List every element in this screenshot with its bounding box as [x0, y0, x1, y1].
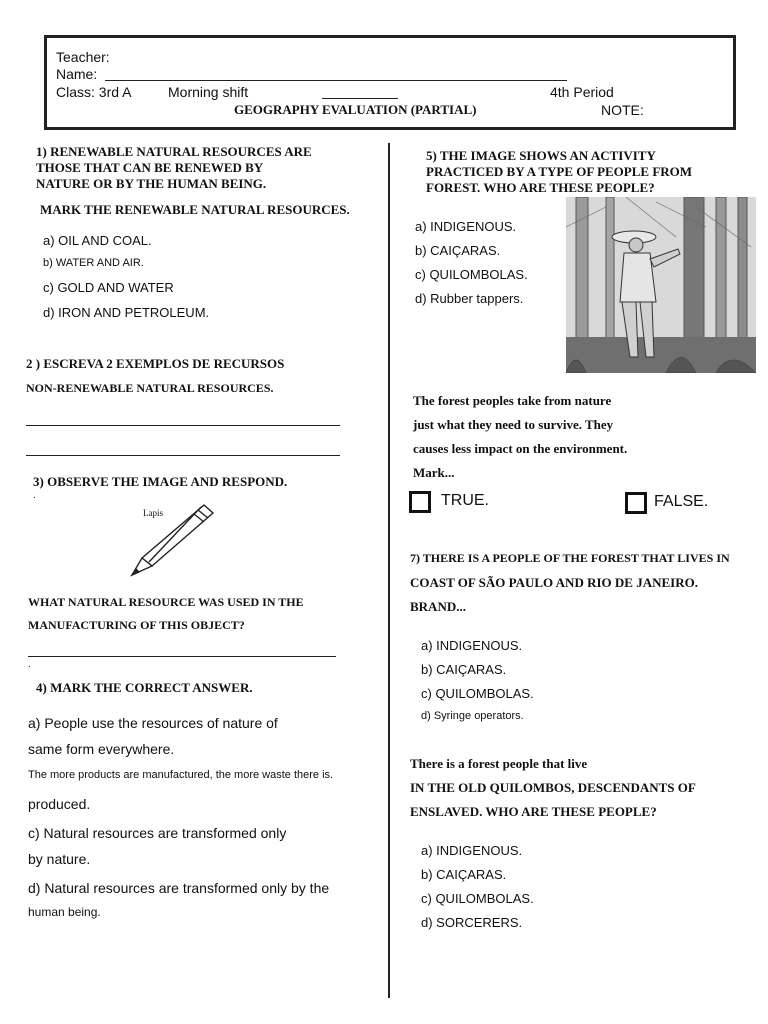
q5-option-a[interactable]: a) INDIGENOUS. — [415, 219, 517, 234]
q6-text-line4: Mark... — [413, 465, 455, 480]
shift-label: Morning shift — [168, 84, 249, 100]
teacher-label: Teacher: — [56, 49, 110, 65]
q3-dot: . — [33, 490, 36, 501]
q2-text-line1: 2 ) ESCREVA 2 EXEMPLOS DE RECURSOS — [26, 356, 285, 371]
q8-text-line1: There is a forest people that live — [410, 756, 588, 771]
false-checkbox[interactable] — [625, 492, 647, 514]
q1-option-d[interactable]: d) IRON AND PETROLEUM. — [43, 305, 210, 320]
q3-question-line1: WHAT NATURAL RESOURCE WAS USED IN THE — [28, 595, 304, 609]
q2-answer-line-1[interactable] — [26, 425, 340, 426]
q6-text-line3: causes less impact on the environment. — [413, 441, 628, 456]
q2-text-line2: NON-RENEWABLE NATURAL RESOURCES. — [26, 381, 274, 395]
q4-option-d-line2[interactable]: human being. — [28, 905, 101, 919]
q4-option-b-line2[interactable]: produced. — [28, 796, 91, 812]
q1-instruction: MARK THE RENEWABLE NATURAL RESOURCES. — [40, 202, 350, 217]
q3-question-line2: MANUFACTURING OF THIS OBJECT? — [28, 618, 245, 632]
q5-option-b[interactable]: b) CAIÇARAS. — [415, 243, 501, 258]
q1-text-line2: THOSE THAT CAN BE RENEWED BY — [36, 160, 264, 175]
q7-option-a[interactable]: a) INDIGENOUS. — [421, 638, 523, 653]
q7-option-c[interactable]: c) QUILOMBOLAS. — [421, 686, 534, 701]
q4-option-d-line1[interactable]: d) Natural resources are transformed only by the — [28, 880, 330, 896]
period-label: 4th Period — [550, 84, 614, 100]
q4-title: 4) MARK THE CORRECT ANSWER. — [36, 680, 253, 695]
q8-text-line2: IN THE OLD QUILOMBOS, DESCENDANTS OF — [410, 780, 696, 795]
q5-text-line2: PRACTICED BY A TYPE OF PEOPLE FROM — [426, 164, 693, 179]
q2-answer-line-2[interactable] — [26, 455, 340, 456]
page-title: GEOGRAPHY EVALUATION (PARTIAL) — [234, 102, 477, 117]
q3-title: 3) OBSERVE THE IMAGE AND RESPOND. — [33, 474, 288, 489]
q7-text-line3: BRAND... — [410, 599, 466, 614]
q8-option-d[interactable]: d) SORCERERS. — [421, 915, 523, 930]
q4-option-c-line2[interactable]: by nature. — [28, 851, 91, 867]
name-line[interactable] — [105, 80, 567, 81]
note-label: NOTE: — [601, 102, 644, 118]
pencil-image — [120, 498, 215, 580]
q3-dot2: . — [28, 659, 31, 670]
false-label: FALSE. — [654, 493, 709, 510]
q1-option-a[interactable]: a) OIL AND COAL. — [43, 233, 152, 248]
q8-text-line3: ENSLAVED. WHO ARE THESE PEOPLE? — [410, 804, 657, 819]
q5-option-d[interactable]: d) Rubber tappers. — [415, 291, 524, 306]
q6-text-line1: The forest peoples take from nature — [413, 393, 612, 408]
q8-option-c[interactable]: c) QUILOMBOLAS. — [421, 891, 534, 906]
q5-text-line3: FOREST. WHO ARE THESE PEOPLE? — [426, 180, 655, 195]
q5-text-line1: 5) THE IMAGE SHOWS AN ACTIVITY — [426, 148, 656, 163]
q3-answer-line[interactable] — [28, 656, 336, 657]
column-divider — [388, 143, 390, 998]
q5-option-c[interactable]: c) QUILOMBOLAS. — [415, 267, 528, 282]
q4-option-c-line1[interactable]: c) Natural resources are transformed only — [28, 825, 287, 841]
q6-text-line2: just what they need to survive. They — [413, 417, 614, 432]
q8-option-b[interactable]: b) CAIÇARAS. — [421, 867, 507, 882]
class-label: Class: 3rd A — [56, 84, 132, 100]
q1-option-b[interactable]: b) WATER AND AIR. — [43, 257, 144, 269]
q7-text-line1: 7) THERE IS A PEOPLE OF THE FOREST THAT LIVES IN — [410, 551, 730, 565]
q7-text-line2: COAST OF SÃO PAULO AND RIO DE JANEIRO. — [410, 575, 698, 590]
true-label: TRUE. — [441, 492, 489, 509]
date-line[interactable] — [322, 98, 398, 99]
q1-text-line3: NATURE OR BY THE HUMAN BEING. — [36, 176, 267, 191]
pencil-caption: Lapis — [143, 508, 163, 518]
q4-option-a-line2[interactable]: same form everywhere. — [28, 741, 175, 757]
name-label: Name: — [56, 66, 98, 82]
q8-option-a[interactable]: a) INDIGENOUS. — [421, 843, 523, 858]
q4-option-b-line1[interactable]: The more products are manufactured, the more waste there is. — [28, 769, 334, 781]
q1-text-line1: 1) RENEWABLE NATURAL RESOURCES ARE — [36, 144, 312, 159]
q1-option-c[interactable]: c) GOLD AND WATER — [43, 280, 174, 295]
true-checkbox[interactable] — [409, 491, 431, 513]
rubber-tapper-image — [566, 197, 756, 373]
q7-option-b[interactable]: b) CAIÇARAS. — [421, 662, 507, 677]
q7-option-d[interactable]: d) Syringe operators. — [421, 710, 524, 722]
q4-option-a-line1[interactable]: a) People use the resources of nature of — [28, 715, 278, 731]
